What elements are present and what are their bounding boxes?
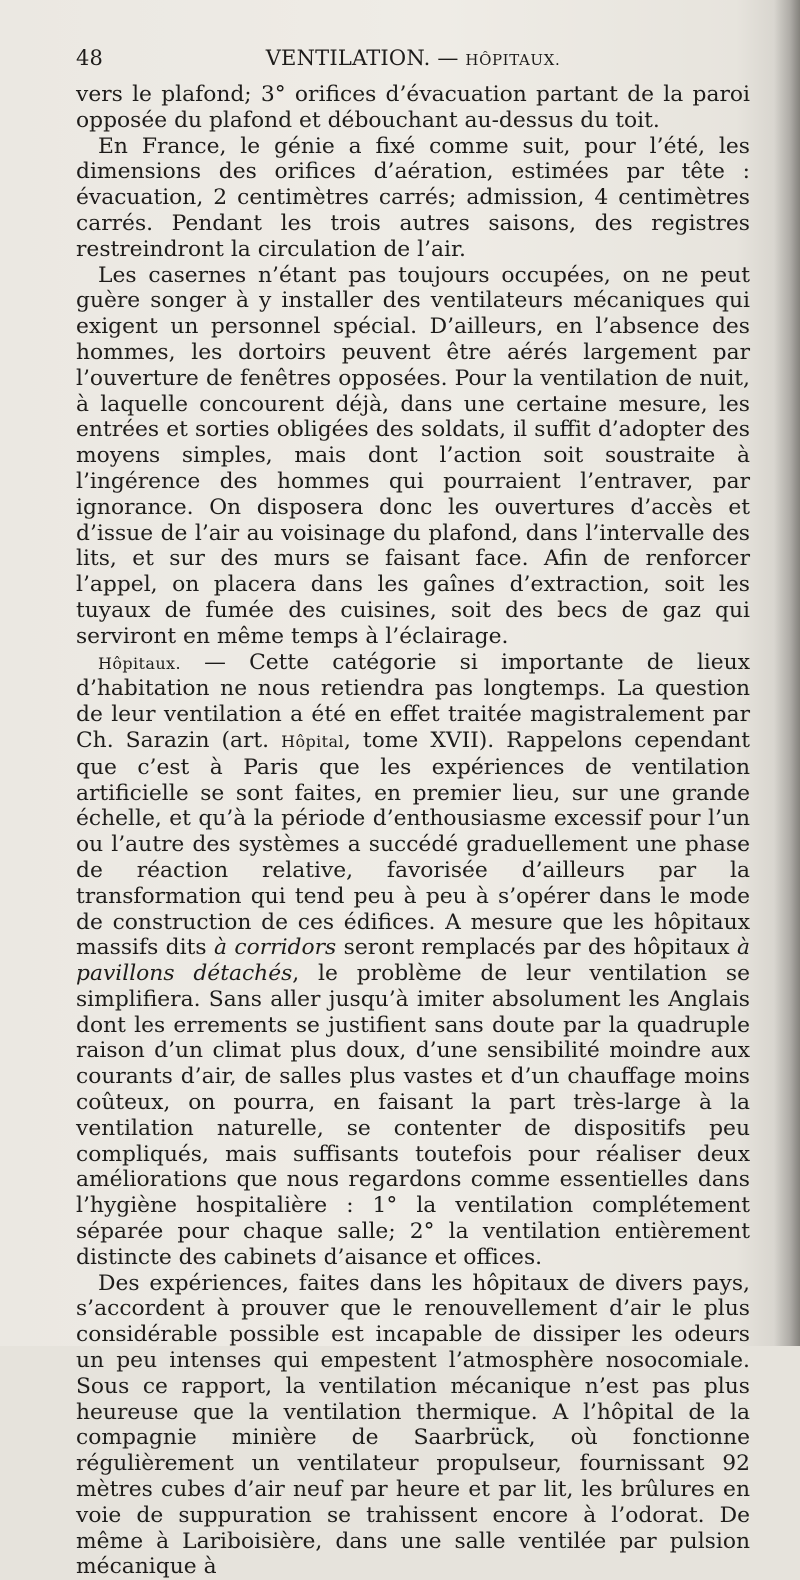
page-gutter-shadow <box>774 0 800 1346</box>
running-title <box>76 46 750 70</box>
paragraph-2: En France, le génie a fixé comme suit, pour l’été, les dimensions des orifices d’aération, estimées par tête : évacuation, 2 centimètres carrés; admission, 4 centimètres carrés. Pendant les trois autres saisons, des registres restreindront la circulation de l’air. <box>76 133 750 262</box>
running-title-main: VENTILATION. — <box>265 46 466 70</box>
paragraph-4-text-c: seront remplacés par des hôpitaux <box>336 935 737 961</box>
paragraph-4-text-d: , le problème de leur ventilation se simplifiera. Sans aller jusqu’à imiter absolument les Anglais dont les errements se justifient sans doute par la quadruple raison d’un climat plus doux, d’une sensibilité moindre aux courants d’air, de salles plus vastes et d’un chauffage moins coûteux, on pourra, en faisant la part très-large à la ventilation naturelle, se contenter de dispositifs peu compliqués, mais suffisants toutefois pour réaliser deux améliorations que nous regardons comme essentielles dans l’hygiène hospitalière : 1° la ventilation complétement séparée pour chaque salle; 2° la ventilation entièrement distincte des cabinets d’aisance et offices. <box>76 961 750 1270</box>
paragraph-hopitaux <box>76 650 750 1271</box>
paragraph-1: vers le plafond; 3° orifices d’évacuation partant de la paroi opposée du plafond et débouchant au-dessus du toit. <box>76 82 750 133</box>
paragraph-5: Des expériences, faites dans les hôpitaux de divers pays, s’accordent à prouver que le renouvellement d’air le plus considérable possible est incapable de dissiper les odeurs un peu intenses qui empestent l’atmosphère nosocomiale. Sous ce rapport, la ventilation mécanique n’est pas plus heureuse que la ventilation thermique. A l’hôpital de la compagnie minière de Saarbrück, où fonctionne régulièrement un ventilateur propulseur, fournissant 92 mètres cubes d’air neuf par heure et par lit, les brûlures en voie de suppuration se trahissent encore à l’odorat. De même à Lariboisière, dans une salle ventilée par pulsion mécanique à <box>76 1270 750 1580</box>
article-reference: Hôpital <box>281 731 344 751</box>
running-title-section: HÔPITAUX. <box>465 51 561 69</box>
section-lead-hopitaux: Hôpitaux. <box>98 653 181 673</box>
running-header <box>76 42 750 78</box>
body-text <box>76 82 750 1580</box>
italic-term-pavillons: à pavillons détachés <box>76 935 750 987</box>
paragraph-4-text-b: , tome XVII). Rappelons cependant que c’est à Paris que les expériences de ventilation artificielle se sont faites, en premier lieu, sur une grande échelle, et qu’à la période d’enthousiasme excessif pour l’un ou l’autre des systèmes a succédé graduellement une phase de réaction relative, favorisée d’ailleurs par la transformation qui tend peu à peu à s’opérer dans le mode de construction de ces édifices. A mesure que les hôpitaux massifs dits <box>76 727 751 961</box>
paragraph-3: Les casernes n’étant pas toujours occupées, on ne peut guère songer à y installer des ventilateurs mécaniques qui exigent un personnel spécial. D’ailleurs, en l’absence des hommes, les dortoirs peuvent être aérés largement par l’ouverture de fenêtres opposées. Pour la ventilation de nuit, à laquelle concourent déjà, dans une certaine mesure, les entrées et sorties obligées des soldats, il suffit d’adopter des moyens simples, mais dont l’action soit soustraite à l’ingérence des hommes qui pourraient l’entraver, par ignorance. On disposera donc les ouvertures d’accès et d’issue de l’air au voisinage du plafond, dans l’intervalle des lits, et sur des murs se faisant face. Afin de renforcer l’appel, on placera dans les gaînes d’extraction, soit les tuyaux de fumée des cuisines, soit des becs de gaz qui serviront en même temps à l’éclairage. <box>76 262 750 649</box>
paragraph-4-text-a: — Cette catégorie si importante de lieux d’habitation ne nous retiendra pas longtemps. La question de leur ventilation a été en effet traitée magistralement par Ch. Sarazin (art. <box>76 649 750 753</box>
italic-term-corridors: à corridors <box>213 935 337 961</box>
page-number: 48 <box>76 46 104 70</box>
